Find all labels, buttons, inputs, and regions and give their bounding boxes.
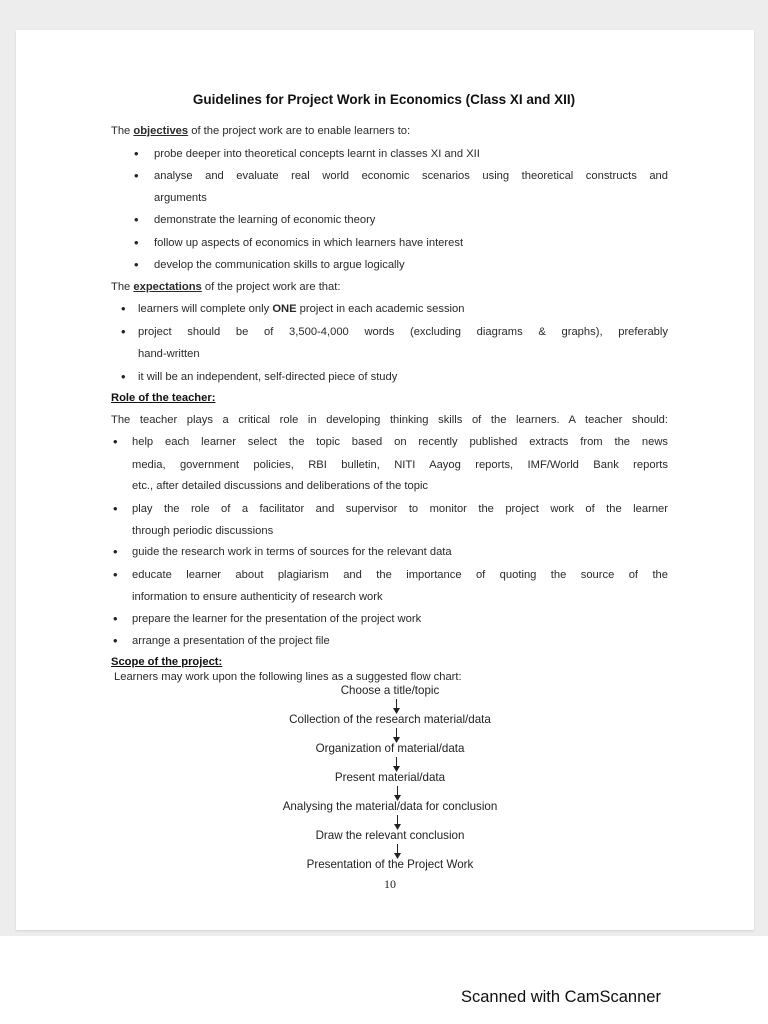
expectation-item: learners will complete only ONE project in each academic session — [138, 303, 465, 315]
document-title: Guidelines for Project Work in Economics (Class XI and XII) — [192, 92, 576, 107]
bullet-icon: • — [113, 434, 118, 449]
objective-item: develop the communication skills to argue logically — [154, 259, 405, 271]
objectives-keyword: objectives — [133, 125, 189, 137]
bullet-icon: • — [134, 257, 139, 272]
camscanner-watermark: Scanned with CamScanner — [461, 988, 661, 1006]
teacher-item: arrange a presentation of the project file — [132, 635, 330, 647]
scope-intro: Learners may work upon the following lines as a suggested flow chart: — [114, 671, 462, 683]
teacher-item: prepare the learner for the presentation of the project work — [132, 613, 422, 625]
expectations-keyword: expectations — [133, 281, 202, 293]
scan-bottom-margin — [0, 930, 768, 936]
teacher-item-continuation: through periodic discussions — [132, 525, 274, 537]
flow-step: Presentation of the Project Work — [306, 858, 474, 871]
flow-step: Choose a title/topic — [340, 684, 440, 697]
objective-item: analyse and evaluate real world economic scenarios using theoretical constructs and — [154, 170, 668, 182]
expectation-item: it will be an independent, self-directed piece of study — [138, 371, 398, 383]
flow-step: Collection of the research material/data — [289, 713, 491, 726]
bullet-icon: • — [113, 567, 118, 582]
teacher-intro: The teacher plays a critical role in developing thinking skills of the learners. A teacher should: — [111, 414, 668, 426]
teacher-item: educate learner about plagiarism and the importance of quoting the source of the — [132, 569, 668, 581]
bullet-icon: • — [134, 212, 139, 227]
expectations-intro: The expectations of the project work are that: — [111, 281, 341, 293]
scope-heading: Scope of the project: — [111, 656, 223, 668]
bullet-icon: • — [134, 168, 139, 183]
bullet-icon: • — [134, 146, 139, 161]
objective-item-continuation: arguments — [154, 192, 207, 204]
teacher-item: help each learner select the topic based on recently published extracts from the news — [132, 436, 668, 448]
objective-item: demonstrate the learning of economic theory — [154, 214, 376, 226]
scan-left-margin — [0, 0, 16, 936]
bullet-icon: • — [121, 301, 126, 316]
teacher-heading: Role of the teacher: — [111, 392, 216, 404]
objective-item: probe deeper into theoretical concepts learnt in classes XI and XII — [154, 148, 480, 160]
objectives-intro: The objectives of the project work are to enable learners to: — [111, 125, 411, 137]
bullet-icon: • — [121, 369, 126, 384]
scan-right-margin — [754, 0, 768, 936]
flow-step: Present material/data — [334, 771, 446, 784]
flow-step: Draw the relevant conclusion — [315, 829, 465, 842]
teacher-item-continuation: information to ensure authenticity of research work — [132, 591, 383, 603]
objective-item: follow up aspects of economics in which learners have interest — [154, 237, 464, 249]
bullet-icon: • — [113, 611, 118, 626]
page-number: 10 — [384, 877, 396, 891]
flow-step: Analysing the material/data for conclusion — [282, 800, 498, 813]
bullet-icon: • — [113, 501, 118, 516]
bullet-icon: • — [121, 324, 126, 339]
teacher-item-continuation: etc., after detailed discussions and deliberations of the topic — [132, 480, 429, 492]
bullet-icon: • — [134, 235, 139, 250]
expectation-item-continuation: hand-written — [138, 348, 200, 360]
teacher-item: guide the research work in terms of sources for the relevant data — [132, 546, 452, 558]
teacher-item: play the role of a facilitator and supervisor to monitor the project work of the learner — [132, 503, 668, 515]
expectation-item: project should be of 3,500-4,000 words (excluding diagrams & graphs), preferably — [138, 326, 668, 338]
scan-top-margin — [0, 0, 768, 30]
teacher-item-continuation: media, government policies, RBI bulletin, NITI Aayog reports, IMF/World Bank reports — [132, 459, 668, 471]
bullet-icon: • — [113, 633, 118, 648]
flow-step: Organization of material/data — [315, 742, 465, 755]
bullet-icon: • — [113, 544, 118, 559]
